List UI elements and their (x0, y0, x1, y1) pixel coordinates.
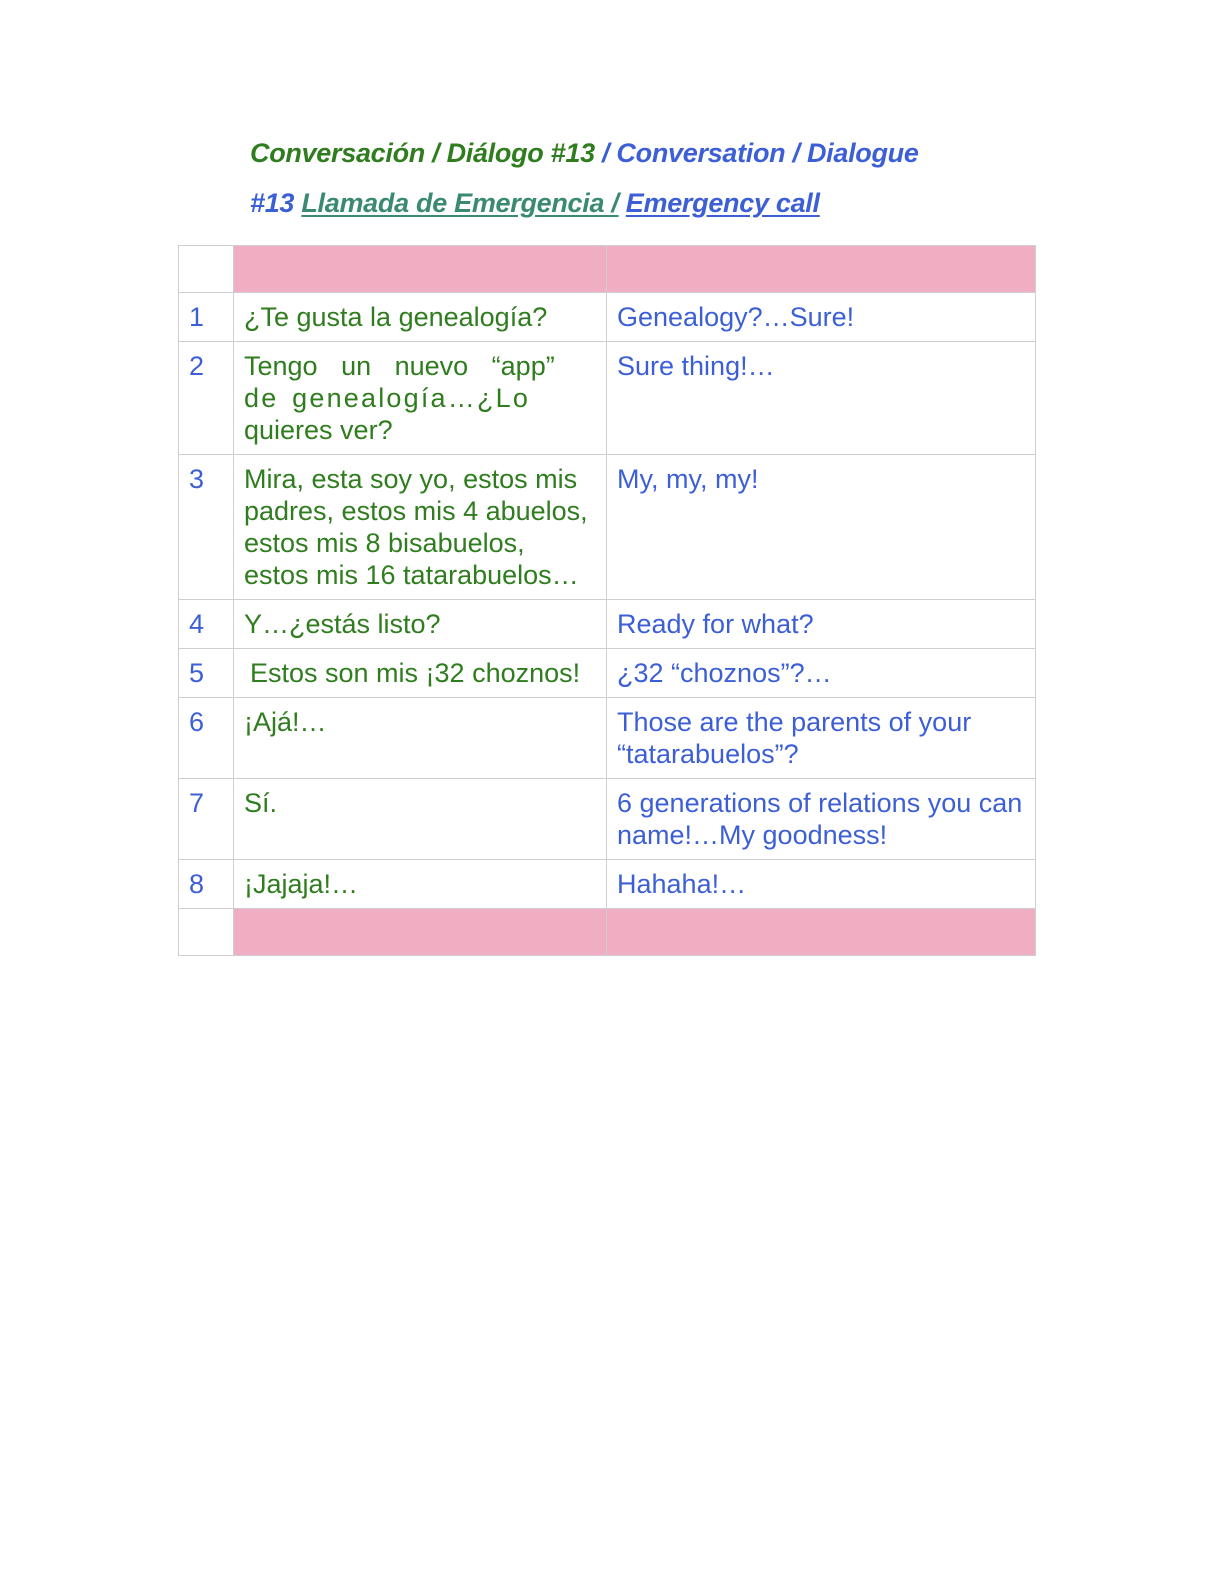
english-line: Hahaha!… (607, 860, 1036, 909)
footer-cell-spanish (234, 909, 607, 956)
row-number: 2 (179, 342, 234, 455)
table-row (179, 455, 1036, 600)
footer-cell-english (607, 909, 1036, 956)
spanish-line-part (244, 350, 596, 382)
table-row (179, 698, 1036, 779)
spanish-line: Estos son mis ¡32 choznos! (234, 649, 607, 698)
english-line: My, my, my! (607, 455, 1036, 600)
english-line: Ready for what? (607, 600, 1036, 649)
spanish-line: ¡Ajá!… (234, 698, 607, 779)
spanish-line: ¡Jajaja!… (234, 860, 607, 909)
row-number: 5 (179, 649, 234, 698)
title-separator: / (594, 138, 617, 168)
row-number: 7 (179, 779, 234, 860)
row-number: 4 (179, 600, 234, 649)
footer-cell-empty (179, 909, 234, 956)
table-row (179, 600, 1036, 649)
english-line: Genealogy?…Sure! (607, 293, 1036, 342)
spanish-line-segment: Tengo un nuevo “app” (244, 351, 555, 381)
table-header-row (179, 246, 1036, 293)
spanish-line-part: de genealogía…¿Lo (244, 383, 531, 413)
english-line: ¿32 “choznos”?… (607, 649, 1036, 698)
english-line: 6 generations of relations you can name!…My goodness! (607, 779, 1036, 860)
page-title (250, 128, 1050, 228)
header-cell-empty (179, 246, 234, 293)
title-english: Conversation / Dialogue (616, 138, 919, 168)
dialogue-table (178, 245, 1036, 956)
row-number: 1 (179, 293, 234, 342)
row-number: 8 (179, 860, 234, 909)
spanish-line: ¿Te gusta la genealogía? (234, 293, 607, 342)
row-number: 3 (179, 455, 234, 600)
spanish-line: Sí. (234, 779, 607, 860)
spanish-line (234, 342, 607, 455)
table-row (179, 779, 1036, 860)
dialogue-number: #13 (250, 188, 295, 218)
table-row (179, 649, 1036, 698)
row-number: 6 (179, 698, 234, 779)
english-line: Sure thing!… (607, 342, 1036, 455)
title-line-1 (250, 128, 1050, 178)
table-row (179, 860, 1036, 909)
table-row (179, 293, 1036, 342)
table-footer-row (179, 909, 1036, 956)
spanish-line-part: quieres ver? (244, 415, 393, 445)
subtitle-english-link[interactable]: Emergency call (625, 188, 820, 218)
title-line-2 (250, 178, 1050, 228)
spanish-line: Y…¿estás listo? (234, 600, 607, 649)
english-line: Those are the parents of your “tatarabuelos”? (607, 698, 1036, 779)
subtitle-spanish-link[interactable]: Llamada de Emergencia / (301, 188, 619, 218)
title-spanish: Conversación / Diálogo #13 (250, 138, 595, 168)
spanish-line: Mira, esta soy yo, estos mis padres, estos mis 4 abuelos, estos mis 8 bisabuelos, estos mis 16 tatarabuelos… (234, 455, 607, 600)
header-cell-english (607, 246, 1036, 293)
table-row (179, 342, 1036, 455)
header-cell-spanish (234, 246, 607, 293)
